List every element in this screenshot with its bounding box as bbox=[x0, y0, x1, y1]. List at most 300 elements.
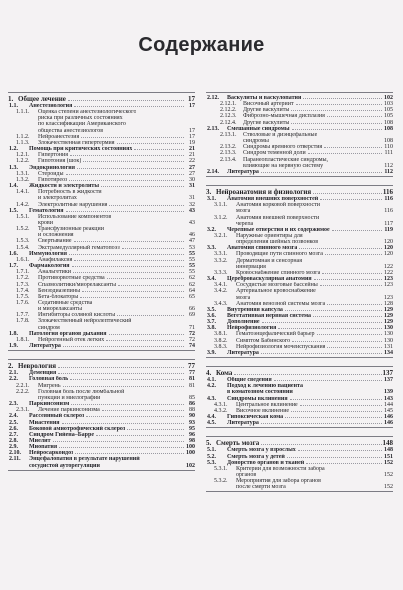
entry-page: 85 bbox=[189, 394, 195, 401]
entry-page: 117 bbox=[384, 220, 393, 227]
entry-number: 1.5.3. bbox=[16, 238, 30, 245]
entry-number: 3.3.2. bbox=[214, 257, 228, 264]
entry-title: Ингибиторы соляной кислоты bbox=[38, 312, 116, 319]
entry-page: 100 bbox=[186, 450, 195, 457]
entry-number: 3.8.1. bbox=[214, 331, 228, 338]
entry-title: черепа bbox=[236, 220, 254, 227]
entry-number: 3.9. bbox=[207, 349, 216, 356]
entry-page: 137 bbox=[382, 369, 393, 378]
entry-title: Нейрогенный отек легких bbox=[38, 336, 105, 343]
entry-number: 4. bbox=[206, 369, 212, 378]
entry-title: Подход к лечению пациента bbox=[227, 383, 304, 390]
entry-title: Миастения bbox=[29, 419, 60, 426]
entry-number: 3.8.3. bbox=[214, 343, 228, 350]
dot-leader bbox=[327, 304, 382, 305]
toc-entry bbox=[8, 463, 195, 469]
dot-leader bbox=[69, 254, 184, 255]
entry-title: сосудистой ауторегуляции bbox=[29, 462, 100, 469]
entry-number: 5.1. bbox=[207, 447, 216, 454]
entry-page: 30 bbox=[189, 176, 195, 183]
dot-leader bbox=[101, 186, 184, 187]
entry-title: Лечение паркинсонизма bbox=[38, 407, 100, 414]
entry-page: 137 bbox=[384, 377, 393, 384]
toc-section bbox=[206, 92, 393, 177]
dot-leader bbox=[80, 297, 184, 298]
entry-page: 145 bbox=[384, 407, 393, 414]
entry-title: Гипотиреоз bbox=[38, 176, 68, 183]
entry-number: 2.2. bbox=[9, 376, 18, 383]
toc-section bbox=[206, 185, 393, 358]
entry-page: 139 bbox=[384, 389, 393, 396]
entry-title: Анатомия внешней поверхности bbox=[236, 214, 320, 221]
entry-number: 1.5.4. bbox=[16, 244, 30, 251]
entry-title: Патология органов дыхания bbox=[29, 330, 107, 337]
entry-title: Злокачественный нейролептический bbox=[38, 318, 132, 325]
entry-title: Литература bbox=[29, 343, 61, 350]
entry-page: 122 bbox=[384, 263, 393, 270]
dot-leader bbox=[292, 129, 382, 130]
entry-title: Симптом Бабинского bbox=[236, 337, 291, 344]
entry-title: Гипотония (шок) bbox=[38, 158, 82, 165]
entry-title: Другие васкулиты bbox=[243, 107, 290, 114]
entry-title: Анатомия венозной системы мозга bbox=[236, 300, 326, 307]
toc-entry bbox=[206, 484, 393, 490]
entry-title: Анафилаксия bbox=[38, 256, 73, 263]
entry-number: 1.7.5. bbox=[16, 293, 30, 300]
dot-leader bbox=[317, 334, 382, 335]
dot-leader bbox=[66, 211, 185, 212]
entry-number: 1.7.6. bbox=[16, 300, 30, 306]
entry-page: 128 bbox=[384, 300, 393, 307]
entry-title: Внутренняя капсула bbox=[227, 306, 283, 313]
entry-title: в коматозном состоянии bbox=[227, 389, 293, 396]
entry-number: 4.2. bbox=[207, 383, 216, 390]
entry-page: 146 bbox=[384, 414, 393, 421]
dot-leader bbox=[134, 149, 184, 150]
entry-page: 27 bbox=[189, 170, 195, 177]
entry-page: 43 bbox=[189, 207, 195, 214]
entry-page: 77 bbox=[188, 362, 195, 371]
entry-number: 1.7.8. bbox=[16, 318, 30, 325]
dot-leader bbox=[58, 367, 184, 368]
entry-title: Анестезиология bbox=[29, 103, 73, 109]
entry-title: Гипоксическая кома bbox=[227, 414, 284, 421]
entry-title: Артериальное кровоснабжение bbox=[236, 288, 316, 295]
entry-title: Стероиды bbox=[38, 170, 64, 177]
dot-leader bbox=[66, 174, 184, 175]
entry-number: 5.2. bbox=[207, 453, 216, 460]
dot-leader bbox=[122, 248, 184, 249]
entry-title: мозга bbox=[236, 294, 251, 301]
dot-leader bbox=[74, 260, 184, 261]
entry-number: 3.4.1. bbox=[214, 282, 228, 289]
entry-title: Электролитные нарушения bbox=[38, 201, 108, 208]
dot-leader bbox=[68, 100, 184, 101]
toc-section bbox=[206, 366, 393, 428]
entry-page: 55 bbox=[189, 269, 195, 276]
entry-number: 2.2.2. bbox=[16, 388, 30, 395]
entry-page: 81 bbox=[189, 376, 195, 383]
entry-title: Смешанные синдромы bbox=[227, 125, 290, 132]
entry-page: 123 bbox=[384, 276, 393, 283]
entry-title: Боковой амиотрофический склероз bbox=[29, 425, 126, 432]
entry-number: 1.2.1. bbox=[16, 152, 30, 159]
dot-leader bbox=[81, 137, 184, 138]
entry-number: 3.4. bbox=[207, 276, 216, 283]
entry-title: Неврология bbox=[18, 362, 57, 371]
entry-number: 3.1. bbox=[207, 196, 216, 203]
dot-leader bbox=[285, 417, 382, 418]
entry-page: 32 bbox=[189, 201, 195, 208]
dot-leader bbox=[306, 463, 382, 464]
entry-page: 31 bbox=[189, 183, 195, 190]
entry-title: Экстрамедуллярный гематопоэз bbox=[38, 244, 120, 251]
toc-chapter bbox=[206, 369, 393, 377]
entry-title: Помощь при критических состояниях bbox=[29, 146, 133, 153]
dot-leader bbox=[303, 98, 382, 99]
entry-title: синдром bbox=[38, 324, 60, 331]
entry-title: Свертывание bbox=[38, 238, 72, 245]
entry-number: 2.1. bbox=[9, 370, 18, 377]
entry-number: 2.12. bbox=[207, 95, 219, 101]
entry-page: 21 bbox=[189, 146, 195, 153]
entry-number: 4.5. bbox=[207, 420, 216, 427]
dot-leader bbox=[285, 310, 382, 311]
dot-leader bbox=[322, 273, 382, 274]
dot-leader bbox=[292, 341, 382, 342]
entry-number: 3.1.1. bbox=[214, 202, 228, 209]
entry-page: 122 bbox=[384, 269, 393, 276]
entry-page: 123 bbox=[384, 282, 393, 289]
entry-number: 2. bbox=[8, 362, 14, 371]
entry-title: пункции и миелографии bbox=[38, 394, 101, 401]
entry-number: 3.4.3. bbox=[214, 300, 228, 307]
entry-number: 1.8.1. bbox=[16, 336, 30, 343]
entry-page: 100 bbox=[186, 444, 195, 451]
entry-title: Гематология bbox=[29, 207, 64, 214]
entry-title: Анатомия внешних поверхностей bbox=[227, 196, 319, 203]
dot-leader bbox=[308, 153, 382, 154]
dot-leader bbox=[127, 429, 184, 430]
entry-page: 130 bbox=[384, 337, 393, 344]
entry-title: Васкулиты и васкулопатии bbox=[227, 95, 302, 101]
entry-page: 53 bbox=[189, 244, 195, 251]
dot-leader bbox=[327, 347, 382, 348]
entry-title: по классификации Американского bbox=[38, 121, 126, 128]
entry-title: Спазмолитики/миорелаксанты bbox=[38, 281, 117, 288]
page-title: Содержание bbox=[138, 34, 265, 56]
dot-leader bbox=[313, 193, 382, 194]
entry-title: Цереброваскулярная анатомия bbox=[227, 276, 312, 283]
entry-title: Смерть мозга у детей bbox=[227, 453, 285, 460]
dot-leader bbox=[53, 441, 184, 442]
entry-title: Височное вклинение bbox=[236, 407, 290, 414]
dot-leader bbox=[234, 374, 381, 375]
dot-leader bbox=[102, 410, 184, 411]
entry-title: Донорство органов и тканей bbox=[227, 459, 305, 466]
entry-number: 1.2.2. bbox=[16, 158, 30, 165]
entry-number: 3.8. bbox=[207, 325, 216, 332]
entry-number: 2.13.1. bbox=[220, 131, 237, 138]
entry-page: 102 bbox=[186, 462, 195, 469]
entry-number: 3.7. bbox=[207, 319, 216, 326]
entry-number: 2.12.3. bbox=[220, 113, 237, 120]
entry-number: 1.3. bbox=[9, 164, 18, 171]
entry-page: 17 bbox=[189, 127, 195, 134]
dot-leader bbox=[117, 315, 184, 316]
entry-title: Кровоснабжение спинного мозга bbox=[236, 269, 321, 276]
entry-page: 129 bbox=[384, 306, 393, 313]
entry-title: мозга bbox=[236, 208, 251, 215]
dot-leader bbox=[300, 405, 382, 406]
entry-number: 2.3. bbox=[9, 401, 18, 408]
entry-number: 1.6. bbox=[9, 250, 18, 257]
entry-number: 4.3.1. bbox=[214, 401, 228, 408]
entry-title: Дерматомная и сенсорная bbox=[236, 257, 302, 264]
entry-page: 116 bbox=[382, 188, 393, 197]
toc-entry bbox=[206, 420, 393, 426]
entry-number: 1.2. bbox=[9, 146, 18, 153]
entry-page: 144 bbox=[384, 401, 393, 408]
entry-title: органов bbox=[236, 471, 257, 478]
entry-title: Потребность в жидкости bbox=[38, 189, 102, 196]
entry-page: 74 bbox=[189, 343, 195, 350]
entry-page: 130 bbox=[384, 331, 393, 338]
entry-number: 2.2.1. bbox=[16, 382, 30, 389]
entry-number: 2.4. bbox=[9, 413, 18, 420]
entry-number: 2.7. bbox=[9, 431, 18, 438]
entry-page: 105 bbox=[384, 107, 393, 114]
entry-page: 77 bbox=[189, 370, 195, 377]
entry-page: 131 bbox=[384, 343, 393, 350]
dot-leader bbox=[59, 447, 184, 448]
entry-title: после смерти мозга bbox=[236, 484, 286, 491]
dot-leader bbox=[314, 279, 382, 280]
entry-page: 110 bbox=[384, 144, 393, 151]
toc-chapter bbox=[8, 362, 195, 370]
entry-number: 3.5. bbox=[207, 306, 216, 313]
dot-leader bbox=[83, 161, 184, 162]
entry-page: 152 bbox=[384, 459, 393, 466]
entry-number: 1.7.7. bbox=[16, 312, 30, 319]
entry-page: 148 bbox=[382, 439, 393, 448]
entry-page: 47 bbox=[189, 238, 195, 245]
entry-number: 2.13. bbox=[207, 125, 219, 132]
dot-leader bbox=[313, 316, 382, 317]
entry-page: 148 bbox=[384, 447, 393, 454]
entry-title: Жидкости и электролиты bbox=[29, 183, 100, 190]
entry-title: Рассеянный склероз bbox=[29, 413, 85, 420]
dot-leader bbox=[324, 147, 382, 148]
entry-title: Критерии для возможности забора bbox=[236, 465, 325, 472]
entry-number: 1.3.1. bbox=[16, 170, 30, 177]
dot-leader bbox=[107, 278, 184, 279]
entry-title: Литература bbox=[227, 349, 259, 356]
entry-number: 2.13.4. bbox=[220, 156, 237, 163]
entry-number: 2.5. bbox=[9, 419, 18, 426]
toc-entry bbox=[8, 343, 195, 349]
entry-page: 55 bbox=[189, 263, 195, 270]
entry-title: Синдром Гийена–Барре bbox=[29, 431, 95, 438]
dot-leader bbox=[63, 346, 184, 347]
entry-page: 130 bbox=[384, 325, 393, 332]
dot-leader bbox=[320, 199, 382, 200]
dot-leader bbox=[261, 423, 382, 424]
entry-title: Мероприятия для забора органов bbox=[236, 478, 321, 485]
entry-title: Седативные средства bbox=[38, 300, 93, 306]
toc-chapter bbox=[206, 439, 393, 447]
dot-leader bbox=[86, 416, 184, 417]
dot-leader bbox=[72, 266, 184, 267]
dot-leader bbox=[73, 272, 184, 273]
entry-title: Оценка степени анестезиологического bbox=[38, 109, 137, 116]
entry-page: 152 bbox=[384, 471, 393, 478]
entry-title: Мигрень bbox=[38, 382, 61, 389]
entry-page: 105 bbox=[384, 113, 393, 120]
entry-title: Бензодиазепины bbox=[38, 287, 81, 294]
entry-page: 17 bbox=[189, 133, 195, 140]
entry-number: 1.5.2. bbox=[16, 226, 30, 233]
entry-page: 108 bbox=[384, 125, 393, 132]
entry-page: 112 bbox=[384, 168, 393, 175]
entry-title: и миорелаксанты bbox=[38, 306, 83, 313]
entry-title: Нейроанестезия bbox=[38, 133, 80, 140]
entry-title: Кома bbox=[216, 369, 233, 378]
dot-leader bbox=[287, 457, 382, 458]
toc-section bbox=[8, 359, 195, 471]
entry-number: 3.4.2. bbox=[214, 288, 228, 295]
entry-page: 43 bbox=[189, 219, 195, 226]
entry-number: 1.1.1. bbox=[16, 109, 30, 116]
entry-page: 17 bbox=[189, 103, 195, 109]
entry-page: 72 bbox=[189, 330, 195, 337]
entry-title: Деменция bbox=[29, 370, 57, 377]
entry-title: Гипертония bbox=[38, 152, 68, 159]
entry-title: Стволовые и диэнцефальные bbox=[243, 131, 318, 138]
entry-number: 1.7.1. bbox=[16, 269, 30, 276]
entry-page: 81 bbox=[189, 382, 195, 389]
entry-page: 102 bbox=[384, 95, 393, 101]
entry-number: 2.12.1. bbox=[220, 101, 237, 108]
dot-leader bbox=[82, 291, 184, 292]
entry-number: 4.4. bbox=[207, 414, 216, 421]
dot-leader bbox=[291, 123, 382, 124]
entry-number: 3.6. bbox=[207, 313, 216, 319]
dot-leader bbox=[106, 340, 184, 341]
entry-page: 62 bbox=[189, 275, 195, 282]
entry-page: 129 bbox=[384, 313, 393, 319]
entry-title: общества анестезиологов bbox=[38, 127, 104, 134]
entry-title: Энцефалопатия в результате нарушений bbox=[29, 456, 140, 463]
entry-number: 3.3. bbox=[207, 245, 216, 252]
dot-leader bbox=[278, 328, 382, 329]
entry-number: 3.2. bbox=[207, 226, 216, 233]
toc-entry bbox=[206, 350, 393, 356]
dot-leader bbox=[118, 285, 184, 286]
entry-number: 2.14. bbox=[207, 168, 219, 175]
dot-leader bbox=[74, 241, 184, 242]
entry-title: определения шейных позвонков bbox=[236, 239, 319, 246]
entry-number: 2.12.2. bbox=[220, 107, 237, 114]
dot-leader bbox=[291, 411, 382, 412]
entry-title: Анатомия корковой поверхности bbox=[236, 202, 320, 209]
entry-title: Бета-блокаторы bbox=[38, 293, 79, 300]
dot-leader bbox=[58, 373, 184, 374]
toc-column-left bbox=[8, 92, 195, 479]
entry-title: Иммунология bbox=[29, 250, 68, 257]
entry-title: Общие сведения bbox=[227, 377, 272, 384]
entry-page: 116 bbox=[384, 196, 393, 203]
entry-page: 103 bbox=[384, 101, 393, 108]
entry-page: 152 bbox=[384, 484, 393, 491]
entry-title: Анальгетики bbox=[38, 269, 71, 276]
entry-title: Эндокринология bbox=[29, 164, 75, 171]
toc-section bbox=[206, 436, 393, 492]
entry-page: 108 bbox=[384, 119, 393, 126]
entry-page: 93 bbox=[189, 419, 195, 426]
entry-page: 95 bbox=[189, 425, 195, 432]
entry-title: Смерть мозга у взрослых bbox=[227, 447, 296, 454]
entry-number: 2.9. bbox=[9, 444, 18, 451]
entry-number: 3.8.2. bbox=[214, 337, 228, 344]
entry-number: 1.4. bbox=[9, 183, 18, 190]
entry-title: Трансфузионные реакции bbox=[38, 226, 104, 233]
entry-page: 71 bbox=[189, 324, 195, 331]
dot-leader bbox=[290, 399, 382, 400]
entry-title: Литература bbox=[227, 168, 259, 175]
dot-leader bbox=[261, 444, 381, 445]
entry-page: 69 bbox=[189, 312, 195, 319]
entry-title: риска при различных состояниях bbox=[38, 115, 123, 122]
entry-title: Нейросаркоидоз bbox=[29, 450, 74, 457]
dot-leader bbox=[261, 353, 382, 354]
entry-number: 5.3.1. bbox=[214, 465, 228, 472]
toc-entry bbox=[206, 169, 393, 175]
entry-title: Височный артериит bbox=[243, 101, 294, 108]
dot-leader bbox=[262, 322, 382, 323]
entry-number: 1.7.4. bbox=[16, 287, 30, 294]
dot-leader bbox=[299, 248, 382, 249]
entry-number: 1.7.2. bbox=[16, 275, 30, 282]
entry-title: Использование компонентов bbox=[38, 213, 112, 220]
entry-number: 1.8. bbox=[9, 330, 18, 337]
entry-number: 1.5.1. bbox=[16, 213, 30, 220]
toc-section bbox=[8, 92, 195, 351]
entry-title: иннервация bbox=[236, 263, 266, 270]
entry-number: 5. bbox=[206, 439, 212, 448]
entry-number: 5.3.2. bbox=[214, 478, 228, 485]
entry-title: Противорвотные средства bbox=[38, 275, 105, 282]
entry-title: Центральное вклинение bbox=[236, 401, 298, 408]
entry-page: 17 bbox=[188, 95, 195, 103]
entry-number: 1.4.1. bbox=[16, 189, 30, 196]
entry-page: 134 bbox=[384, 349, 393, 356]
entry-number: 1.7. bbox=[9, 263, 18, 270]
dot-leader bbox=[332, 230, 382, 231]
entry-page: 146 bbox=[384, 420, 393, 427]
entry-title: Нейрофизиология bbox=[227, 325, 277, 332]
dot-leader bbox=[63, 386, 184, 387]
entry-title: Паранеопластические синдромы, bbox=[243, 156, 329, 163]
entry-number: 1.9. bbox=[9, 343, 18, 350]
entry-page: 62 bbox=[189, 281, 195, 288]
entry-number: 3.3.1. bbox=[214, 251, 228, 258]
entry-title: Головная боль bbox=[29, 376, 69, 383]
entry-number: 2.10. bbox=[9, 450, 21, 457]
entry-number: 3.3.3. bbox=[214, 269, 228, 276]
entry-page: 55 bbox=[189, 256, 195, 263]
toc-chapter bbox=[206, 188, 393, 196]
